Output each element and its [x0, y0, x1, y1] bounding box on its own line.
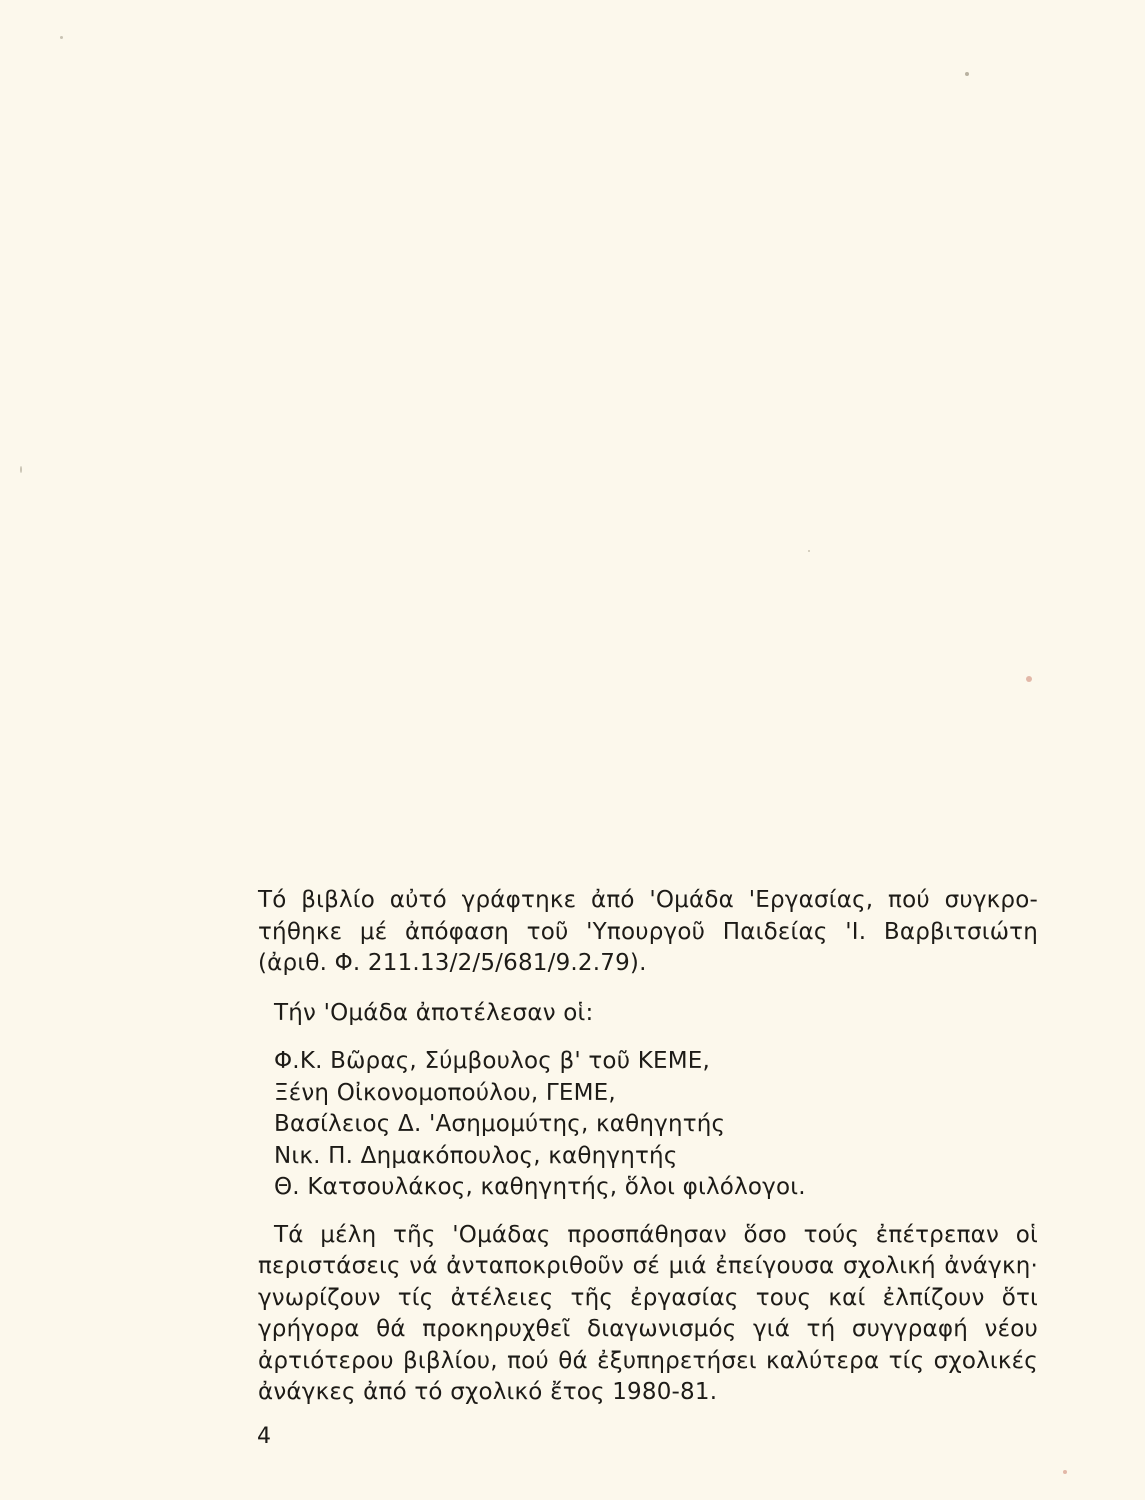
- intro-line: Τό βιβλίο αὐτό γράφτηκε ἀπό 'Ομάδα 'Εργασίας, πού συγκρο-: [258, 887, 1038, 913]
- closing-line: γρήγορα θά προκηρυχθεῖ διαγωνισμός γιά τή συγγραφή νέου: [258, 1316, 1038, 1342]
- closing-line: Τά μέλη τῆς 'Ομάδας προσπάθησαν ὅσο τούς ἐπέτρεπαν οἱ: [274, 1221, 1038, 1248]
- scan-speck: [965, 72, 969, 76]
- closing-line: περιστάσεις νά ἀνταποκριθοῦν σέ μιά ἐπείγουσα σχολική ἀνάγκη·: [258, 1253, 1038, 1279]
- member-entry: Ξένη Οἰκονομοπούλου, ΓΕΜΕ,: [274, 1079, 616, 1106]
- members-list: [258, 1046, 1038, 1204]
- scan-speck: [60, 36, 63, 39]
- page-number: 4: [257, 1424, 271, 1449]
- main-text-block: [258, 885, 1038, 1409]
- intro-line: τήθηκε μέ ἀπόφαση τοῦ 'Υπουργοῦ Παιδείας 'Ι. Βαρβιτσιώτη: [258, 918, 1038, 945]
- member-entry: Νικ. Π. Δημακόπουλος, καθηγητής: [274, 1142, 678, 1169]
- scan-speck: [808, 550, 810, 552]
- scan-speck: [20, 466, 22, 473]
- member-entry: Θ. Κατσουλάκος, καθηγητής, ὅλοι φιλόλογοι.: [274, 1174, 806, 1200]
- member-entry: Βασίλειος Δ. 'Ασημομύτης, καθηγητής: [274, 1111, 726, 1137]
- closing-line: ἀρτιότερου βιβλίου, πού θά ἐξυπηρετήσει καλύτερα τίς σχολικές: [258, 1347, 1038, 1374]
- members-intro-line: Τήν 'Ομάδα ἀποτέλεσαν οἱ:: [274, 999, 594, 1026]
- members-intro: [258, 998, 1038, 1030]
- scan-speck: [1026, 676, 1032, 682]
- intro-paragraph: [258, 885, 1038, 980]
- closing-paragraph: [258, 1220, 1038, 1409]
- member-entry: Φ.Κ. Βῶρας, Σύμβουλος β' τοῦ ΚΕΜΕ,: [274, 1048, 711, 1074]
- scan-speck: [1063, 1470, 1067, 1474]
- intro-line: (ἀριθ. Φ. 211.13/2/5/681/9.2.79).: [258, 950, 647, 976]
- closing-line: γνωρίζουν τίς ἀτέλειες τῆς ἐργασίας τους καί ἐλπίζουν ὅτι: [258, 1284, 1038, 1311]
- closing-line: ἀνάγκες ἀπό τό σχολικό ἔτος 1980-81.: [258, 1379, 718, 1405]
